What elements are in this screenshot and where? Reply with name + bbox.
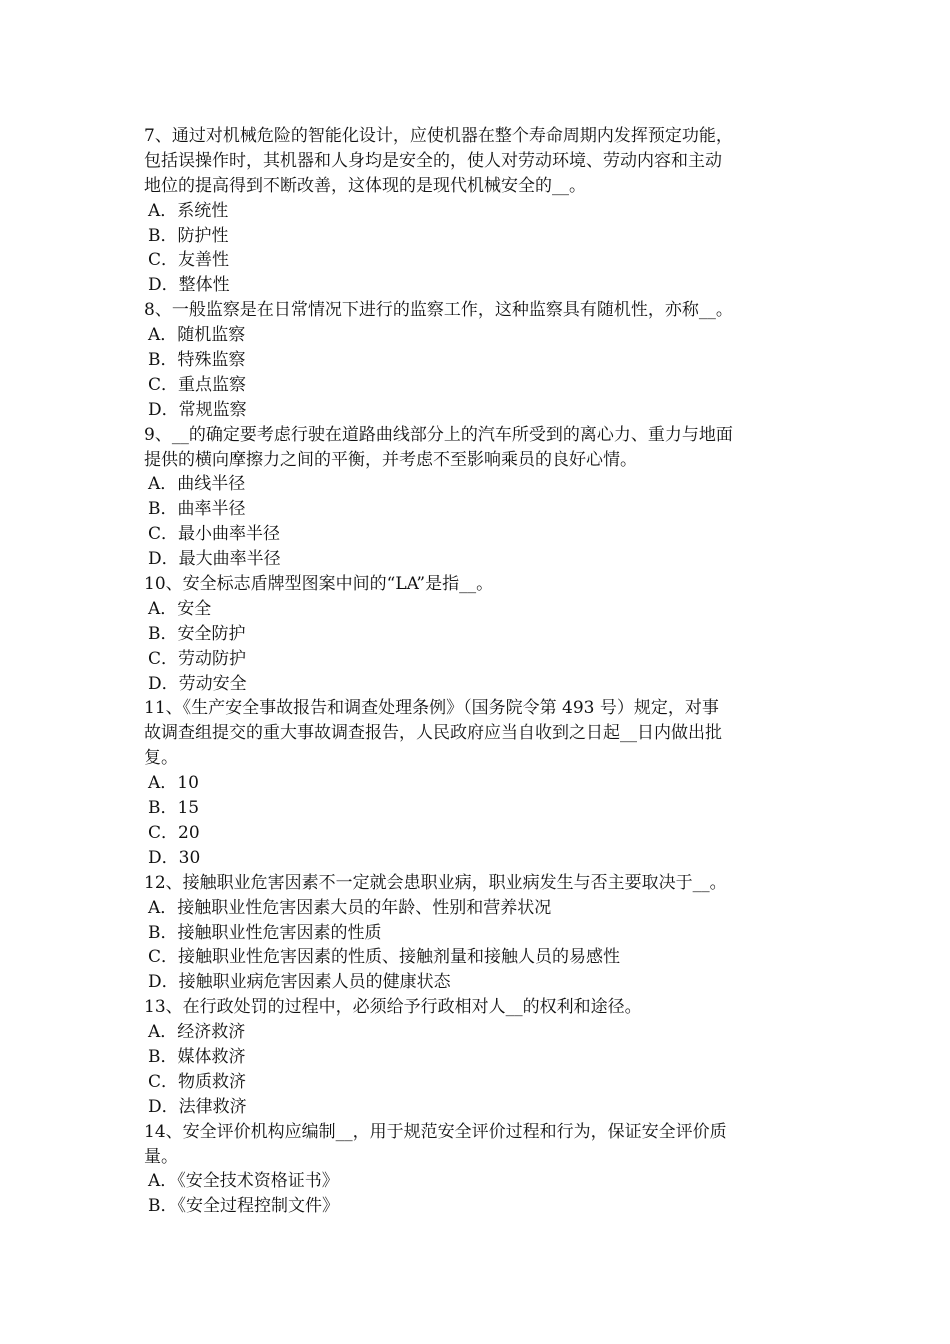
answer-option: B．媒体救济 [148, 1046, 246, 1067]
question-text-line: 量。 [144, 1146, 178, 1167]
answer-option: A．经济救济 [148, 1022, 246, 1043]
answer-option: C．物质救济 [148, 1071, 247, 1092]
answer-option: A．系统性 [148, 200, 229, 221]
answer-option: C．接触职业性危害因素的性质、接触剂量和接触人员的易感性 [148, 947, 621, 968]
question-block [144, 696, 812, 870]
answer-option: B．接触职业性危害因素的性质 [148, 922, 382, 943]
question-text-line: 8、一般监察是在日常情况下进行的监察工作，这种监察具有随机性，亦称__。 [144, 300, 733, 321]
question-text-line: 包括误操作时，其机器和人身均是安全的，使人对劳动环境、劳动内容和主动 [144, 150, 722, 171]
answer-option: B．特殊监察 [148, 350, 246, 371]
question-text-line: 故调查组提交的重大事故调查报告，人民政府应当自收到之日起__日内做出批 [144, 723, 722, 744]
question-text-line: 7、通过对机械危险的智能化设计，应使机器在整个寿命周期内发挥预定功能， [144, 126, 733, 146]
question-block [144, 995, 812, 1119]
question-text-line: 地位的提高得到不断改善，这体现的是现代机械安全的__。 [144, 175, 586, 196]
answer-option: D．最大曲率半径 [148, 549, 281, 570]
question-block [144, 1120, 812, 1220]
question-text-line: 13、在行政处罚的过程中，必须给予行政相对人__的权利和途径。 [144, 997, 642, 1018]
question-text-line: 14、安全评价机构应编制__，用于规范安全评价过程和行为，保证安全评价质 [144, 1121, 727, 1142]
answer-option: B．曲率半径 [148, 499, 246, 520]
answer-option: A．接触职业性危害因素大员的年龄、性别和营养状况 [148, 897, 552, 918]
answer-option: D．劳动安全 [148, 673, 247, 694]
answer-option: B．《安全过程控制文件》 [148, 1196, 339, 1217]
question-text-line: 提供的横向摩擦力之间的平衡，并考虑不至影响乘员的良好心情。 [144, 449, 637, 470]
question-block [144, 298, 812, 422]
answer-option: A．随机监察 [148, 325, 246, 346]
answer-option: C．重点监察 [148, 374, 247, 395]
answer-option: A．《安全技术资格证书》 [148, 1171, 339, 1192]
answer-option: C．友善性 [148, 250, 230, 271]
question-text-line: 11、《生产安全事故报告和调查处理条例》（国务院令第 493 号）规定，对事 [144, 698, 719, 719]
question-text-line: 9、__的确定要考虑行驶在道路曲线部分上的汽车所受到的离心力、重力与地面 [144, 424, 733, 445]
answer-option: B．15 [148, 798, 200, 819]
answer-option: B．安全防护 [148, 623, 246, 644]
answer-option: D．法律救济 [148, 1096, 247, 1117]
question-block [144, 871, 812, 995]
answer-option: D．整体性 [148, 275, 230, 296]
answer-option: C．劳动防护 [148, 648, 247, 669]
question-text-line: 12、接触职业危害因素不一定就会患职业病，职业病发生与否主要取决于__。 [144, 872, 727, 893]
answer-option: A．安全 [148, 598, 212, 619]
answer-option: C．20 [148, 822, 200, 843]
answer-option: A．曲线半径 [148, 474, 246, 495]
answer-option: D．常规监察 [148, 399, 247, 420]
answer-option: B．防护性 [148, 225, 229, 246]
answer-option: A．10 [148, 773, 199, 794]
question-block [144, 124, 812, 298]
question-text-line: 10、安全标志盾牌型图案中间的“LA”是指__。 [144, 574, 494, 595]
question-block [144, 423, 812, 572]
answer-option: D．30 [148, 847, 201, 868]
document-page [144, 124, 812, 1219]
answer-option: D．接触职业病危害因素人员的健康状态 [148, 972, 451, 993]
question-block [144, 572, 812, 696]
answer-option: C．最小曲率半径 [148, 524, 281, 545]
question-text-line: 复。 [144, 748, 178, 769]
